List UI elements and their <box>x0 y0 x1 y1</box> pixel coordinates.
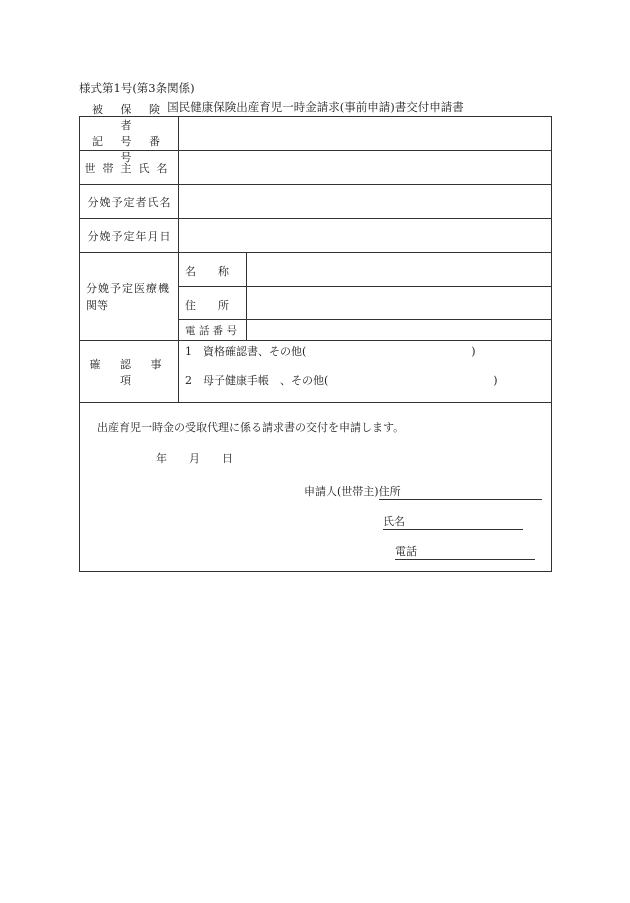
facility-name-field[interactable] <box>247 253 551 286</box>
expectant-name-field[interactable] <box>179 185 551 218</box>
insured-number-label: 被 保 険 者 記 号 番 号 <box>92 102 167 164</box>
form-title: 国民健康保険出産育児一時金請求(事前申請)書交付申請書 <box>167 100 464 114</box>
address-underline[interactable] <box>379 483 542 500</box>
confirm-item-1[interactable]: 1 資格確認書、その他( ) <box>185 345 476 358</box>
expectant-name-label: 分娩予定者氏名 <box>87 195 172 209</box>
applicant-address-line[interactable] <box>304 483 542 500</box>
phone-label: 電話 <box>395 545 417 558</box>
due-date-field[interactable] <box>179 219 551 252</box>
facility-label: 分娩予定医療機 関等 <box>86 281 170 312</box>
facility-address-label: 住 所 <box>185 299 229 312</box>
applicant-phone-line[interactable] <box>395 543 535 560</box>
facility-phone-field[interactable] <box>247 320 551 340</box>
facility-name-label: 名 称 <box>185 265 229 278</box>
applicant-label: 申請人(世帯主) <box>304 485 379 498</box>
application-date[interactable]: 年 月 日 <box>156 452 233 465</box>
address-label: 住所 <box>378 485 401 498</box>
facility-address-field[interactable] <box>247 287 551 319</box>
confirmation-label: 確 認 事 項 <box>89 357 170 387</box>
applicant-name-line[interactable] <box>383 513 523 530</box>
due-date-label: 分娩予定年月日 <box>87 229 172 243</box>
confirm-item-2[interactable]: 2 母子健康手帳 、その他( ) <box>185 374 498 387</box>
insured-number-field[interactable] <box>179 117 551 150</box>
facility-phone-label: 電 話 番 号 <box>185 325 238 337</box>
householder-name-field[interactable] <box>179 151 551 184</box>
form-number: 様式第1号(第3条関係) <box>79 81 195 95</box>
householder-name-label: 世帯主氏名 <box>84 161 175 175</box>
phone-underline[interactable] <box>395 543 535 560</box>
name-underline[interactable] <box>383 513 523 530</box>
name-label: 氏名 <box>383 515 405 528</box>
application-statement: 出産育児一時金の受取代理に係る請求書の交付を申請します。 <box>97 421 405 434</box>
